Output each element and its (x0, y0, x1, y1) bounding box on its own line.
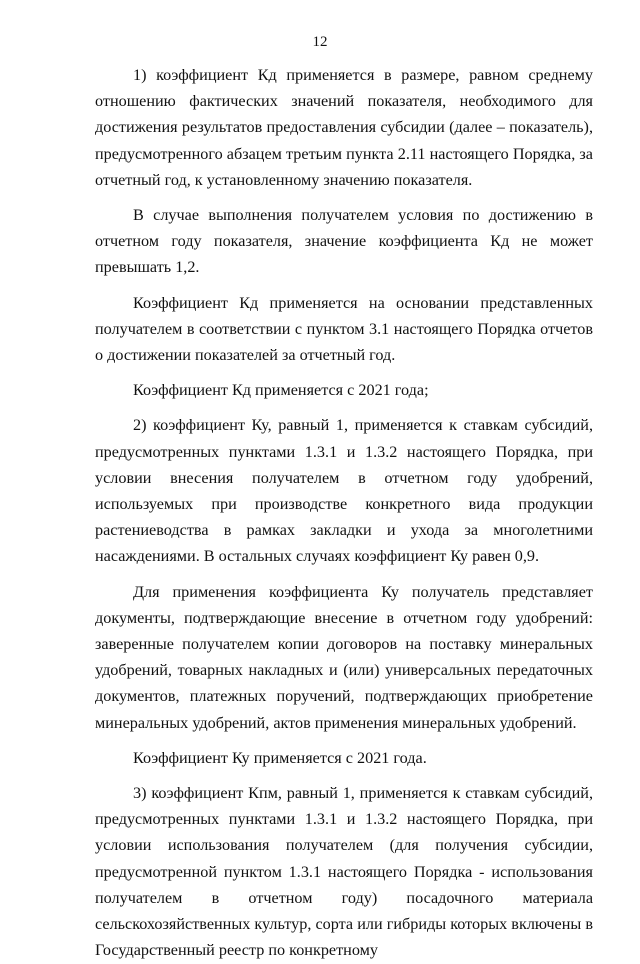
paragraph-kd-start-year: Коэффициент Кд применяется с 2021 года; (133, 381, 429, 400)
paragraph-ku-start-year: Коэффициент Ку применяется с 2021 года. (133, 748, 427, 767)
paragraph-coefficient-ku: 2) коэффициент Ку, равный 1, применяется к ставкам субсидий, предусмотренных пунктами 1.3.1 и 1.3.2 настоящего Порядка, при условии внесения получателем в отчетном году удобрений, используемых при производстве конкретного вида продукции растениеводства в рамках закладки и ухода за многолетними насаждениями. В остальных случаях коэффициент Ку равен 0,9. (95, 416, 593, 566)
document-body (95, 62, 593, 964)
paragraph-kd-basis: Коэффициент Кд применяется на основании представленных получателем в соответствии с пунктом 3.1 настоящего Порядка отчетов о достижении показателей за отчетный год. (95, 293, 593, 365)
page-number: 12 (312, 34, 328, 50)
paragraph-ku-documents: Для применения коэффициента Ку получатель представляет документы, подтверждающие внесение в отчетном году удобрений: заверенные получателем копии договоров на поставку минеральных удобрений, товарных накладных и (или) универсальных передаточных документов, платежных поручений, подтверждающих приобретение минеральных удобрений, актов применения минеральных удобрений. (95, 582, 593, 732)
paragraph-coefficient-kd: 1) коэффициент Кд применяется в размере, равном среднему отношению фактических значений показателя, необходимого для достижения результатов предоставления субсидии (далее – показатель), предусмотренного абзацем третьим пункта 2.11 настоящего Порядка, за отчетный год, к установленному значению показателя. (95, 66, 593, 189)
paragraph-coefficient-kpm: 3) коэффициент Кпм, равный 1, применяется к ставкам субсидий, предусмотренных пунктами 1.3.1 и 1.3.2 настоящего Порядка, при условии использования получателем (для получения субсидии, предусмотренной пунктом 1.3.1 настоящего Порядка - использования получателем в отчетном году) посадочного материала сельскохозяйственных культур, сорта или гибриды которых включены в Государственный реестр по конкретному (95, 784, 593, 960)
paragraph-kd-limit: В случае выполнения получателем условия по достижению в отчетном году показателя, значение коэффициента Кд не может превышать 1,2. (95, 206, 593, 277)
